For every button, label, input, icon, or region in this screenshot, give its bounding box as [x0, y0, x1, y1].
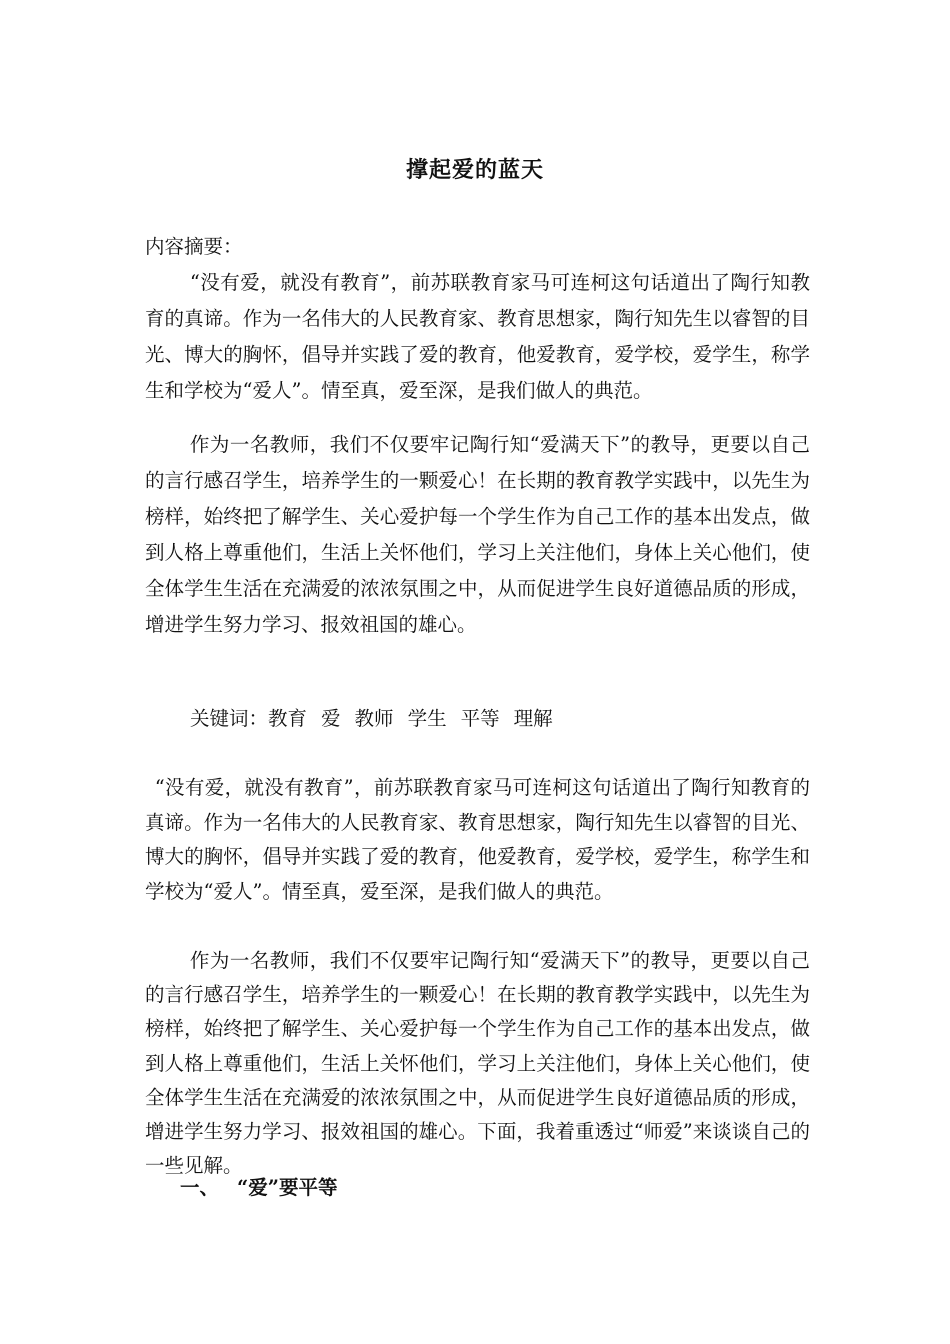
abstract-paragraph-2: 作为一名教师，我们不仅要牢记陶行知“爱满天下”的教导，更要以自己的言行感召学生，培养学生的一颗爱心！在长期的教育教学实践中，以先生为榜样，始终把了解学生、关心爱护每一个学生作为自己工作的基本出发点，做到人格上尊重他们，生活上关怀他们，学习上关注他们，身体上关心他们，使全体学生生活在充满爱的浓浓氛围之中，从而促进学生良好道德品质的形成，增进学生努力学习、报效祖国的雄心。 [145, 433, 810, 636]
section-heading-number: 一、 [180, 1176, 220, 1199]
body-paragraph-1: “没有爱，就没有教育”，前苏联教育家马可连柯这句话道出了陶行知教育的真谛。作为一名伟大的人民教育家、教育思想家，陶行知先生以睿智的目光、博大的胸怀，倡导并实践了爱的教育，他爱教育，爱学校，爱学生，称学生和学校为“爱人”。情至真，爱至深，是我们做人的典范。 [145, 776, 810, 903]
keywords-label: 关键词： [190, 707, 269, 730]
keyword: 爱 [321, 707, 341, 730]
document-title: 撑起爱的蓝天 [405, 157, 544, 183]
keyword: 学生 [407, 707, 447, 730]
section-heading-text: “爱”要平等 [237, 1176, 338, 1199]
keyword: 平等 [460, 707, 500, 730]
keyword: 理解 [513, 707, 553, 730]
keywords-line [190, 701, 810, 737]
abstract-paragraph-1: “没有爱，就没有教育”，前苏联教育家马可连柯这句话道出了陶行知教育的真谛。作为一名伟大的人民教育家、教育思想家，陶行知先生以睿智的目光、博大的胸怀，倡导并实践了爱的教育，他爱教育，爱学校，爱学生，称学生和学校为“爱人”。情至真，爱至深，是我们做人的典范。 [145, 271, 810, 402]
keyword: 教师 [354, 707, 394, 730]
body-paragraph-2: 作为一名教师，我们不仅要牢记陶行知“爱满天下”的教导，更要以自己的言行感召学生，培养学生的一颗爱心！在长期的教育教学实践中，以先生为榜样，始终把了解学生、关心爱护每一个学生作为自己工作的基本出发点，做到人格上尊重他们，生活上关怀他们，学习上关注他们，身体上关心他们，使全体学生生活在充满爱的浓浓氛围之中，从而促进学生良好道德品质的形成，增进学生努力学习、报效祖国的雄心。下面，我着重透过“师爱”来谈谈自己的一些见解。 [145, 949, 810, 1178]
keyword: 教育 [268, 707, 308, 730]
section-heading [180, 1170, 337, 1206]
abstract-label: 内容摘要： [145, 235, 243, 258]
